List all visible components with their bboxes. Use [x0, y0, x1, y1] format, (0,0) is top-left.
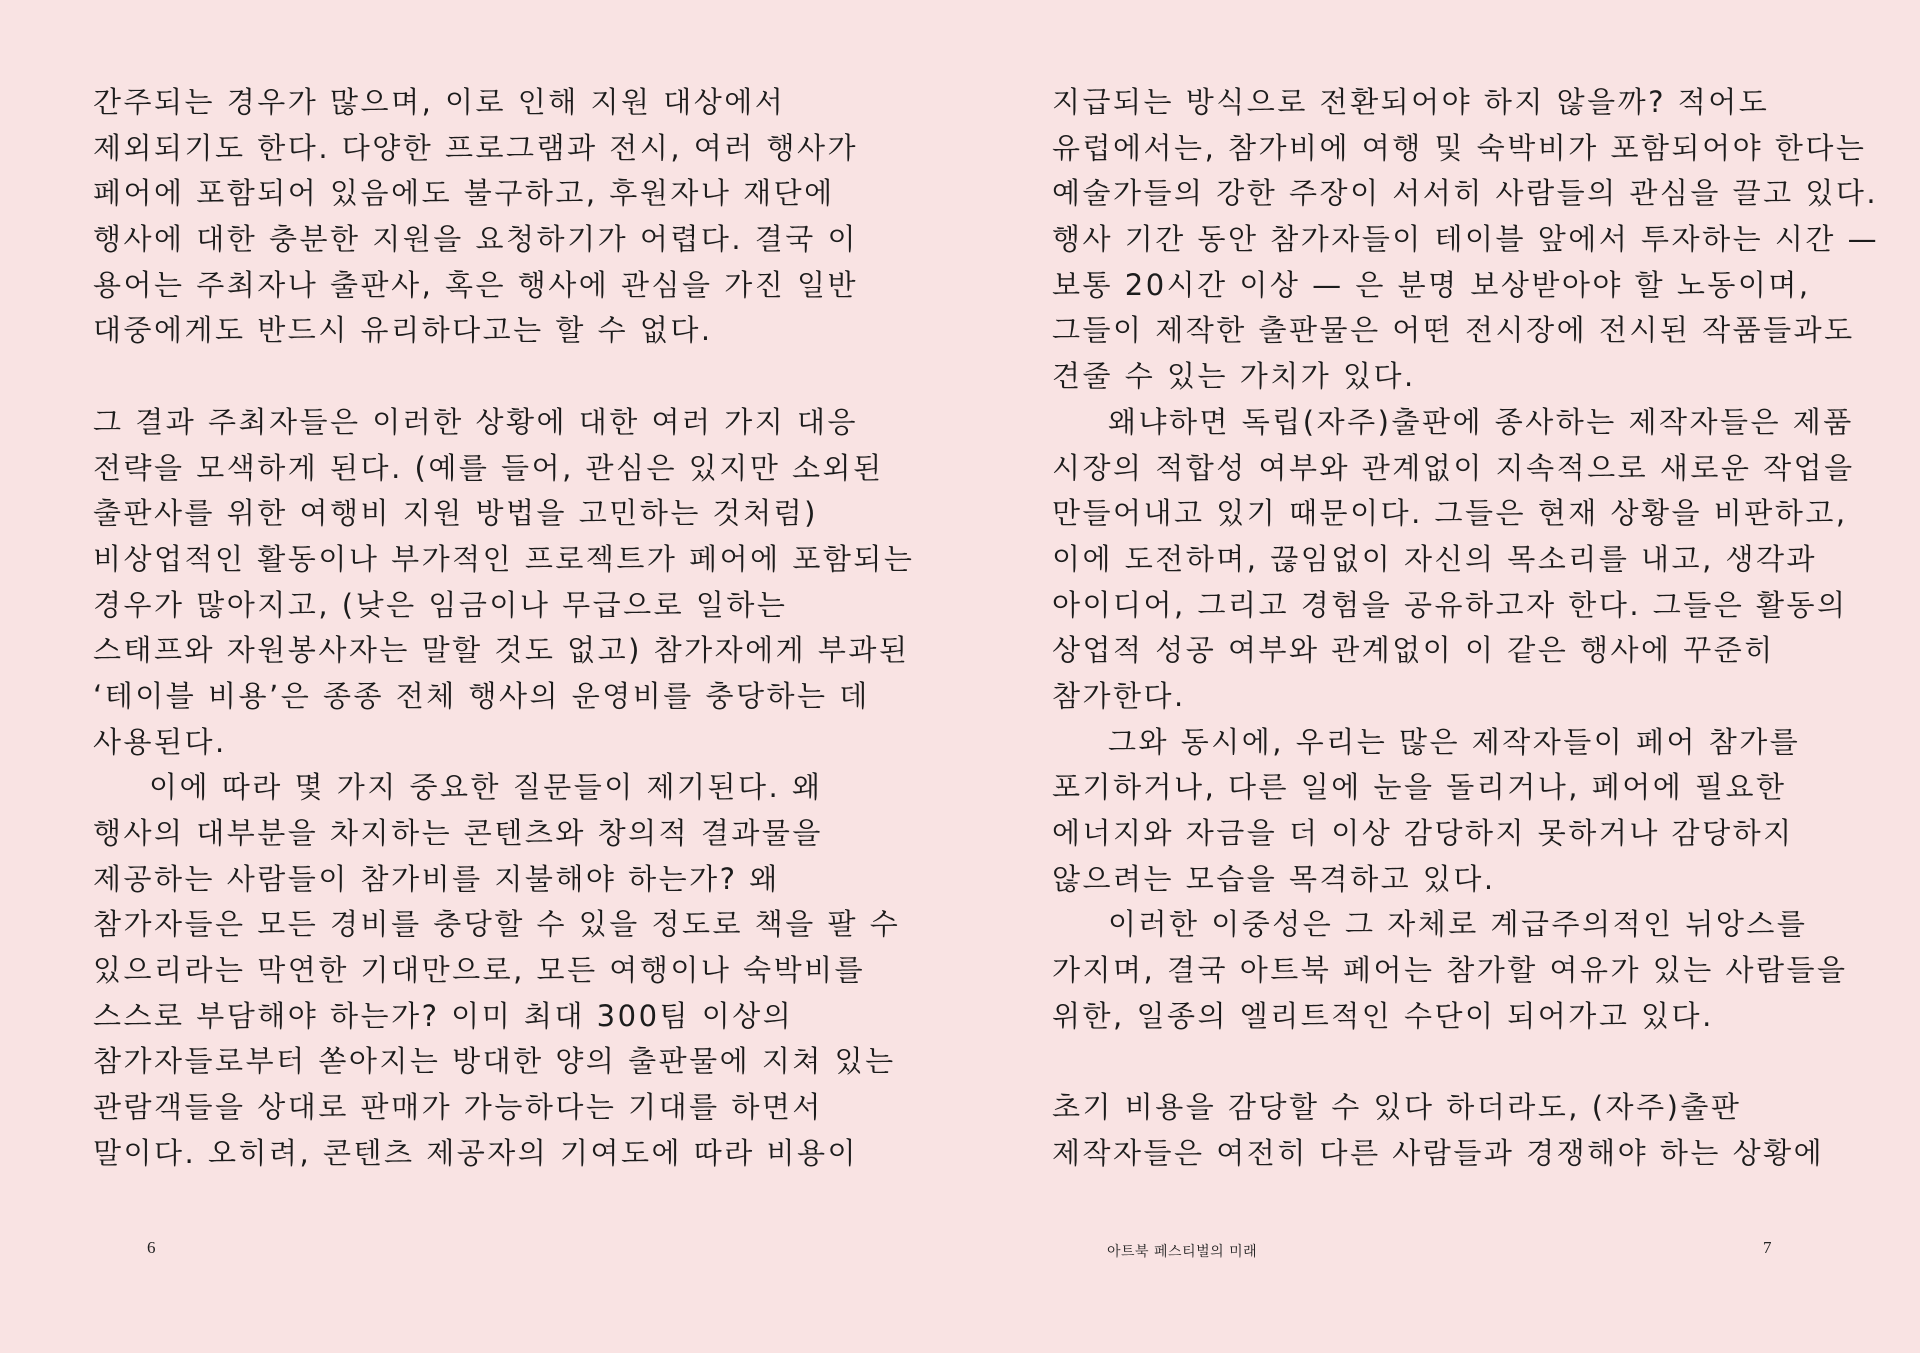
- body-line: 참가한다.: [1052, 678, 1186, 713]
- body-line: 전략을 모색하게 된다. (예를 들어, 관심은 있지만 소외된: [93, 450, 884, 485]
- body-line: 참가자들은 모든 경비를 충당할 수 있을 정도로 책을 팔 수: [93, 907, 901, 942]
- paragraph-gap: [1052, 1039, 1879, 1085]
- body-line: 않으려는 모습을 목격하고 있다.: [1052, 861, 1496, 896]
- body-line: 지급되는 방식으로 전환되어야 하지 않을까? 적어도: [1052, 85, 1770, 119]
- body-line: 스스로 부담해야 하는가? 이미 최대 300팀 이상의: [93, 998, 794, 1033]
- body-line: 행사 기간 동안 참가자들이 테이블 앞에서 투자하는 시간 —: [1052, 222, 1880, 257]
- body-line: 제외되기도 한다. 다양한 프로그램과 전시, 여러 행사가: [93, 130, 859, 165]
- body-line: 용어는 주최자나 출판사, 혹은 행사에 관심을 가진 일반: [93, 267, 859, 302]
- left-page-body-text: [93, 80, 914, 1177]
- running-head: 아트북 페스티벌의 미래: [1107, 1244, 1258, 1260]
- page-number: 6: [147, 1238, 156, 1257]
- body-line: 견줄 수 있는 가치가 있다.: [1052, 359, 1416, 394]
- body-line: 보통 20시간 이상 — 은 분명 보상받아야 할 노동이며,: [1052, 267, 1811, 302]
- body-line: 아이디어, 그리고 경험을 공유하고자 한다. 그들은 활동의: [1052, 587, 1848, 622]
- body-line: 예술가들의 강한 주장이 서서히 사람들의 관심을 끌고 있다.: [1052, 176, 1879, 211]
- body-line: 페어에 포함되어 있음에도 불구하고, 후원자나 재단에: [93, 176, 835, 211]
- body-line: 비상업적인 활동이나 부가적인 프로젝트가 페어에 포함되는: [93, 541, 915, 576]
- body-line: ‘테이블 비용’은 종종 전체 행사의 운영비를 충당하는 데: [93, 678, 870, 713]
- body-line: 출판사를 위한 여행비 지원 방법을 고민하는 것처럼): [93, 496, 818, 531]
- body-line: 초기 비용을 감당할 수 있다 하더라도, (자주)출판: [1052, 1090, 1742, 1125]
- body-line: 시장의 적합성 여부와 관계없이 지속적으로 새로운 작업을: [1052, 450, 1855, 485]
- right-page-body-text: [1052, 80, 1879, 1177]
- body-line: 그들이 제작한 출판물은 어떤 전시장에 전시된 작품들과도: [1052, 313, 1855, 348]
- body-line: 제작자들은 여전히 다른 사람들과 경쟁해야 하는 상황에: [1052, 1135, 1825, 1170]
- body-line: 경우가 많아지고, (낮은 임금이나 무급으로 일하는: [93, 587, 788, 622]
- body-line: 에너지와 자금을 더 이상 감당하지 못하거나 감당하지: [1052, 816, 1794, 850]
- paragraph-gap: [93, 354, 914, 400]
- body-line: 가지며, 결국 아트북 페어는 참가할 여유가 있는 사람들을: [1052, 953, 1848, 988]
- body-line: 만들어내고 있기 때문이다. 그들은 현재 상황을 비판하고,: [1052, 496, 1848, 531]
- body-line: 간주되는 경우가 많으며, 이로 인해 지원 대상에서: [93, 85, 786, 119]
- body-line-indented: 왜냐하면 독립(자주)출판에 종사하는 제작자들은 제품: [1108, 404, 1854, 439]
- body-line: 포기하거나, 다른 일에 눈을 돌리거나, 페어에 필요한: [1052, 770, 1787, 805]
- page-number: 7: [1763, 1238, 1772, 1257]
- body-line: 위한, 일종의 엘리트적인 수단이 되어가고 있다.: [1052, 998, 1714, 1033]
- body-line: 말이다. 오히려, 콘텐츠 제공자의 기여도에 따라 비용이: [93, 1135, 859, 1170]
- body-line: 사용된다.: [93, 724, 227, 759]
- body-line: 스태프와 자원봉사자는 말할 것도 없고) 참가자에게 부과된: [93, 633, 910, 668]
- body-line: 행사의 대부분을 차지하는 콘텐츠와 창의적 결과물을: [93, 816, 823, 850]
- body-line: 그 결과 주최자들은 이러한 상황에 대한 여러 가지 대응: [93, 404, 859, 439]
- body-line: 제공하는 사람들이 참가비를 지불해야 하는가? 왜: [93, 861, 780, 896]
- body-line: 상업적 성공 여부와 관계없이 이 같은 행사에 꾸준히: [1052, 633, 1775, 668]
- body-line-indented: 이러한 이중성은 그 자체로 계급주의적인 뉘앙스를: [1108, 907, 1808, 942]
- body-line: 이에 도전하며, 끊임없이 자신의 목소리를 내고, 생각과: [1052, 541, 1818, 576]
- right-page: [960, 0, 1920, 1353]
- body-line: 대중에게도 반드시 유리하다고는 할 수 없다.: [93, 313, 713, 348]
- body-line: 관람객들을 상대로 판매가 가능하다는 기대를 하면서: [93, 1090, 823, 1125]
- body-line: 참가자들로부터 쏟아지는 방대한 양의 출판물에 지쳐 있는: [93, 1044, 896, 1079]
- body-line-indented: 그와 동시에, 우리는 많은 제작자들이 페어 참가를: [1108, 724, 1801, 759]
- body-line: 행사에 대한 충분한 지원을 요청하기가 어렵다. 결국 이: [93, 222, 859, 257]
- body-line: 있으리라는 막연한 기대만으로, 모든 여행이나 숙박비를: [93, 953, 866, 988]
- body-line: 유럽에서는, 참가비에 여행 및 숙박비가 포함되어야 한다는: [1052, 130, 1867, 165]
- body-line-indented: 이에 따라 몇 가지 중요한 질문들이 제기된다. 왜: [149, 770, 823, 805]
